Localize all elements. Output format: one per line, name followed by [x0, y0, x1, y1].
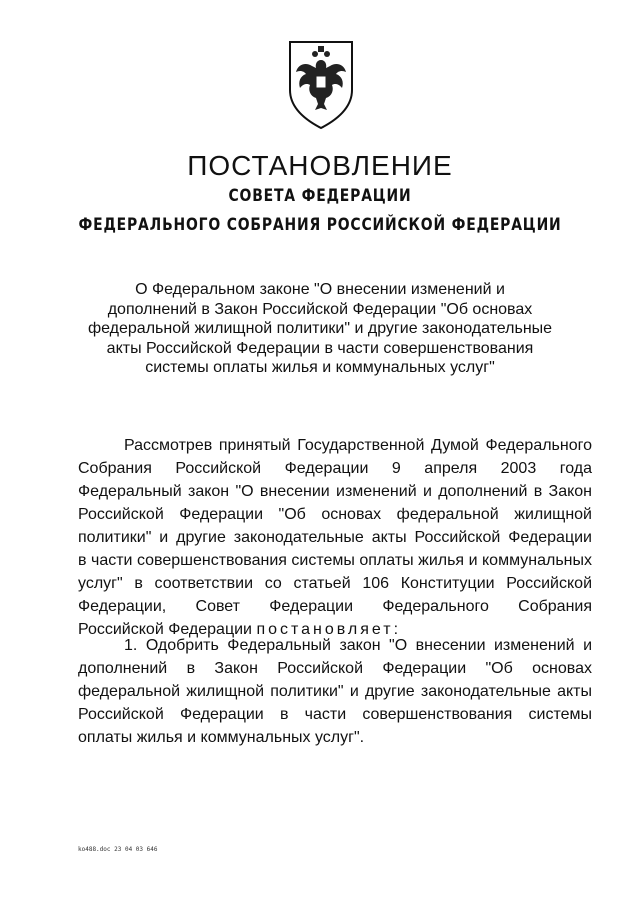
- paragraph-line: Российской Федерации в части совершенствования системы: [78, 706, 592, 723]
- issuer-line-1: СОВЕТА ФЕДЕРАЦИИ: [228, 186, 412, 206]
- subject-line: О Федеральном законе "О внесении изменений и: [135, 281, 505, 298]
- subject-line: акты Российской Федерации в части совершенствования: [106, 339, 534, 357]
- paragraph-line: Российской Федерации "Об основах федеральной жилищной: [78, 506, 592, 523]
- document-code-footer: ko488.doc 23 04 03 646: [78, 846, 158, 853]
- paragraph-line: дополнений в Закон Российской Федерации "Об основах: [78, 660, 592, 677]
- paragraph-line: 1. Одобрить Федеральный закон "О внесении изменений и: [124, 637, 592, 654]
- document-title: ПОСТАНОВЛЕНИЕ: [187, 150, 453, 181]
- paragraph-line: услуг" в соответствии со статьей 106 Конституции Российской: [78, 575, 592, 592]
- paragraph-line: в части совершенствования системы оплаты жилья и коммунальных: [78, 552, 592, 569]
- paragraph-line: оплаты жилья и коммунальных услуг".: [78, 729, 365, 746]
- paragraph-line: Федеральный закон "О внесении изменений и дополнений в Закон: [78, 483, 592, 500]
- subject-line: системы оплаты жилья и коммунальных услуг": [145, 359, 495, 376]
- decision-keyword: постановляет:: [256, 621, 402, 638]
- paragraph-line: федеральной жилищной политики" и другие законодательные акты: [78, 683, 592, 700]
- subject-line: федеральной жилищной политики" и другие законодательные: [87, 320, 553, 337]
- coat-of-arms-emblem: [286, 38, 356, 130]
- paragraph-line-prefix: Российской Федерации: [78, 621, 257, 638]
- paragraph-line: Федерации, Совет Федерации Федерального Собрания: [78, 598, 592, 615]
- issuer-line-2: ФЕДЕРАЛЬНОГО СОБРАНИЯ РОССИЙСКОЙ ФЕДЕРАЦИИ: [78, 215, 562, 235]
- preamble-paragraph: [78, 434, 592, 641]
- paragraph-line: политики" и другие законодательные акты Российской Федерации: [78, 529, 592, 546]
- decision-item-1: [78, 634, 592, 749]
- paragraph-line: Рассмотрев принятый Государственной Думой Федерального: [124, 437, 592, 454]
- resolution-subject: [80, 280, 560, 378]
- paragraph-line: Собрания Российской Федерации 9 апреля 2003 года: [78, 460, 592, 477]
- subject-line: дополнений в Закон Российской Федерации "Об основах: [107, 300, 533, 318]
